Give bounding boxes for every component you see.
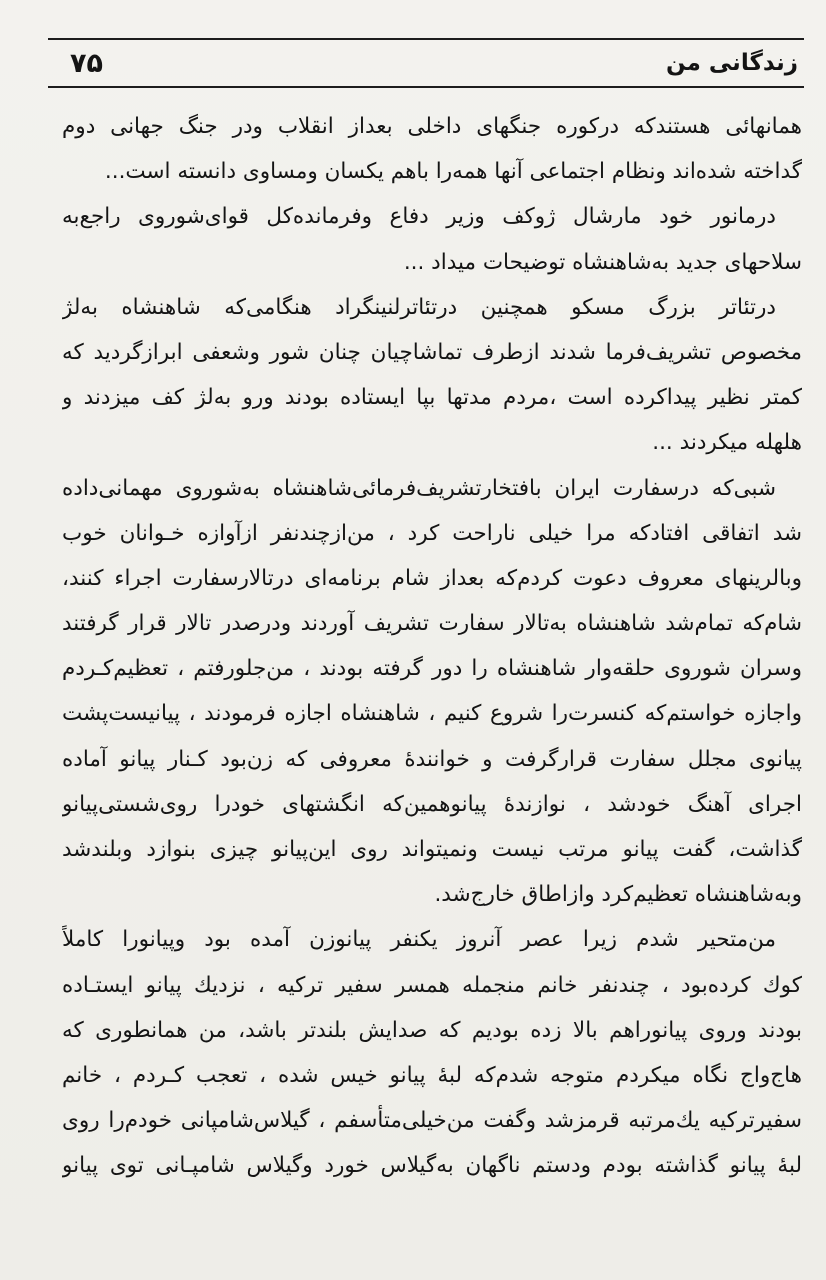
text-line: هلهله میکردند ...: [652, 430, 802, 456]
text-line: شد اتفاقی افتادکه مرا خیلی ناراحت کرد ، من‌ازچندنفر ازآوازه خـوانان خوب: [62, 520, 802, 546]
text-line: وبه‌شاهنشاه تعظیم‌کرد وازاطاق خارج‌شد.: [434, 882, 802, 908]
text-line: وسران شوروی حلقه‌وار شاهنشاه را دور گرفته بودند ، من‌جلورفتم ، تعظیم‌کـردم: [62, 656, 802, 682]
page-number: ۷۵: [70, 48, 103, 79]
text-line: درتئاتر بزرگ مسکو همچنین درتئاترلنینگراد هنگامی‌که شاهنشاه به‌لژ: [62, 294, 776, 320]
text-line: گداخته شده‌اند ونظام اجتماعی آنها همه‌را باهم یکسان ومساوی دانسته است...: [104, 159, 802, 185]
text-line: سفیرترکیه یك‌مرتبه قرمزشد وگفت من‌خیلی‌متأسفم ، گیلاس‌شامپانی خودم‌را روی: [62, 1108, 802, 1134]
header-bottom-rule: [48, 86, 804, 88]
text-line: شام‌که تمام‌شد شاهنشاه به‌تالار سفارت تشریف آوردند ودرصدر تالار قرار گرفتند: [62, 611, 802, 637]
text-line: من‌متحیر شدم زیرا عصر آنروز یکنفر پیانوزن آمده بود وپیانورا کاملاً: [62, 927, 776, 953]
text-line: شبی‌که درسفارت ایران بافتخارتشریف‌فرمائی‌شاهنشاه به‌شوروی مهمانی‌داده: [62, 475, 776, 501]
text-line: بودند وروی پیانوراهم بالا زده بودیم که صدایش بلندتر باشد، من همانطوری که: [62, 1017, 802, 1043]
text-line: واجازه خواستم‌که کنسرت‌را شروع کنیم ، شاهنشاه اجازه فرمودند ، پیانیست‌پشت: [62, 701, 802, 727]
page-header: [48, 38, 804, 90]
text-line: کوك کرده‌بود ، چندنفر خانم منجمله همسر سفیر ترکیه ، نزدیك پیانو ایستـاده: [62, 972, 802, 998]
text-line: سلاحهای جدید به‌شاهنشاه توضیحات میداد ...: [403, 249, 802, 275]
text-line: گذاشت، گفت پیانو مرتب نیست ونمیتواند روی این‌پیانو چیزی بنوازد وبلندشد: [62, 837, 802, 862]
text-line: وبالرینهای معروف دعوت کردم‌که بعداز شام برنامه‌ای درتالارسفارت اجراء کنند،: [62, 565, 802, 591]
header-top-rule: [48, 38, 804, 40]
text-line: درمانور خود مارشال ژوکف وزیر دفاع وفرمانده‌کل قوای‌شوروی راجع‌به‌: [62, 204, 776, 230]
text-line: همانهائی هستندکه درکوره جنگهای داخلی بعداز انقلاب ودر جنگ جهانی دوم: [62, 114, 802, 139]
running-title: زندگانی من: [665, 50, 798, 76]
text-line: مخصوص تشریف‌فرما شدند ازطرف تماشاچیان چنان شور وشعفی ابرازگردید که: [62, 339, 802, 365]
text-line: لبهٔ پیانو گذاشته بودم ودستم ناگهان به‌گیلاس خورد وگیلاس شامپـانی توی پیانو: [62, 1153, 802, 1179]
text-line: اجرای آهنگ خودشد ، نوازندهٔ پیانوهمین‌که انگشتهای خودرا روی‌شستی‌پیانو: [62, 791, 802, 817]
text-line: کمتر نظیر پیداکرده است ،مردم مدتها بپا ایستاده بودند ورو به‌لژ کف میزدند و: [62, 385, 802, 411]
text-line: پیانوی مجلل سفارت قرارگرفت و خوانندهٔ معروفی که زن‌بود کـنار پیانو آماده: [62, 746, 802, 772]
text-line: هاج‌واج نگاه میکردم متوجه شدم‌که لبهٔ پیانو خیس شده ، تعجب کـردم ، خانم: [62, 1062, 802, 1088]
body-text: [62, 104, 802, 1189]
